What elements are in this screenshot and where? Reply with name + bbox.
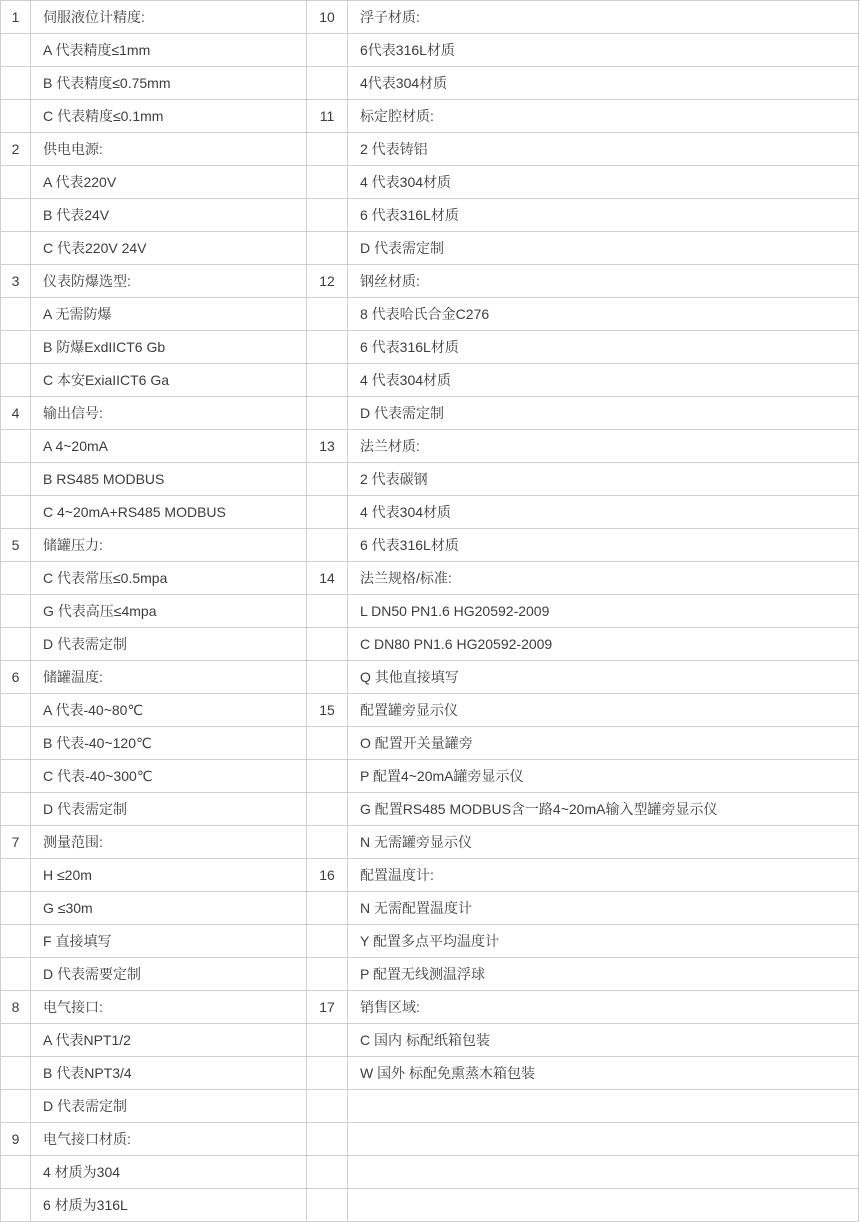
row-text-cell: 测量范围:	[31, 826, 307, 859]
row-number-cell	[307, 133, 348, 166]
row-text-cell: D 代表需定制	[348, 397, 859, 430]
row-number-cell	[1, 298, 31, 331]
row-text-cell: 6 材质为316L	[31, 1189, 307, 1222]
row-number-cell: 10	[307, 1, 348, 34]
row-text-cell: B RS485 MODBUS	[31, 463, 307, 496]
row-number-cell	[307, 463, 348, 496]
row-number-cell	[307, 529, 348, 562]
row-text-cell: 4 代表304材质	[348, 166, 859, 199]
row-number-cell	[307, 298, 348, 331]
row-number-cell	[307, 67, 348, 100]
row-text-cell: B 代表NPT3/4	[31, 1057, 307, 1090]
row-text-cell	[348, 1090, 859, 1123]
row-number-cell	[1, 562, 31, 595]
row-number-cell	[307, 892, 348, 925]
row-text-cell: C 代表精度≤0.1mm	[31, 100, 307, 133]
row-text-cell: A 代表精度≤1mm	[31, 34, 307, 67]
row-number-cell	[307, 166, 348, 199]
row-text-cell: H ≤20m	[31, 859, 307, 892]
row-text-cell: 仪表防爆选型:	[31, 265, 307, 298]
row-text-cell: C 代表-40~300℃	[31, 760, 307, 793]
row-number-cell	[1, 1024, 31, 1057]
row-number-cell	[1, 1189, 31, 1222]
row-number-cell: 15	[307, 694, 348, 727]
row-text-cell: A 代表220V	[31, 166, 307, 199]
row-number-cell	[307, 331, 348, 364]
row-number-cell	[1, 694, 31, 727]
row-number-cell: 12	[307, 265, 348, 298]
row-number-cell	[307, 826, 348, 859]
row-text-cell: A 代表NPT1/2	[31, 1024, 307, 1057]
row-text-cell: 法兰材质:	[348, 430, 859, 463]
row-text-cell: 供电电源:	[31, 133, 307, 166]
row-text-cell	[348, 1123, 859, 1156]
row-number-cell	[1, 199, 31, 232]
row-text-cell: 6 代表316L材质	[348, 529, 859, 562]
row-text-cell: L DN50 PN1.6 HG20592-2009	[348, 595, 859, 628]
row-text-cell: 储罐温度:	[31, 661, 307, 694]
row-number-cell	[1, 628, 31, 661]
row-text-cell: 6代表316L材质	[348, 34, 859, 67]
row-number-cell	[1, 232, 31, 265]
row-text-cell: D 代表需定制	[31, 628, 307, 661]
row-number-cell	[1, 925, 31, 958]
row-text-cell: 伺服液位计精度:	[31, 1, 307, 34]
row-text-cell: 标定腔材质:	[348, 100, 859, 133]
row-text-cell: C 代表220V 24V	[31, 232, 307, 265]
row-number-cell	[307, 958, 348, 991]
row-number-cell	[1, 463, 31, 496]
row-number-cell: 8	[1, 991, 31, 1024]
row-number-cell	[307, 760, 348, 793]
row-text-cell: A 无需防爆	[31, 298, 307, 331]
row-number-cell: 4	[1, 397, 31, 430]
row-number-cell	[307, 727, 348, 760]
row-number-cell	[307, 1156, 348, 1189]
row-number-cell	[1, 958, 31, 991]
row-number-cell	[1, 892, 31, 925]
row-number-cell: 5	[1, 529, 31, 562]
row-number-cell	[307, 232, 348, 265]
row-text-cell: P 配置无线测温浮球	[348, 958, 859, 991]
row-text-cell: 配置罐旁显示仪	[348, 694, 859, 727]
row-number-cell	[307, 397, 348, 430]
row-text-cell: 电气接口材质:	[31, 1123, 307, 1156]
row-number-cell	[1, 496, 31, 529]
row-text-cell: D 代表需定制	[31, 1090, 307, 1123]
row-text-cell: W 国外 标配免熏蒸木箱包装	[348, 1057, 859, 1090]
row-text-cell: 销售区域:	[348, 991, 859, 1024]
row-number-cell: 6	[1, 661, 31, 694]
row-text-cell: 钢丝材质:	[348, 265, 859, 298]
row-number-cell: 3	[1, 265, 31, 298]
row-text-cell: 4 材质为304	[31, 1156, 307, 1189]
row-text-cell: Q 其他直接填写	[348, 661, 859, 694]
row-text-cell: C 4~20mA+RS485 MODBUS	[31, 496, 307, 529]
row-number-cell	[1, 34, 31, 67]
row-text-cell: B 代表-40~120℃	[31, 727, 307, 760]
row-text-cell: D 代表需要定制	[31, 958, 307, 991]
row-text-cell: D 代表需定制	[31, 793, 307, 826]
row-text-cell: B 防爆ExdIICT6 Gb	[31, 331, 307, 364]
row-number-cell	[1, 331, 31, 364]
left-table	[1, 1, 307, 1222]
row-number-cell	[1, 859, 31, 892]
row-number-cell	[307, 496, 348, 529]
row-number-cell: 11	[307, 100, 348, 133]
row-number-cell	[307, 595, 348, 628]
row-text-cell: N 无需配置温度计	[348, 892, 859, 925]
row-text-cell	[348, 1189, 859, 1222]
row-text-cell: 8 代表哈氏合金C276	[348, 298, 859, 331]
row-number-cell	[307, 661, 348, 694]
row-text-cell: F 直接填写	[31, 925, 307, 958]
row-number-cell	[1, 595, 31, 628]
row-text-cell: G ≤30m	[31, 892, 307, 925]
row-text-cell: 4 代表304材质	[348, 364, 859, 397]
row-number-cell: 9	[1, 1123, 31, 1156]
row-text-cell: Y 配置多点平均温度计	[348, 925, 859, 958]
row-number-cell	[307, 1090, 348, 1123]
row-number-cell	[307, 199, 348, 232]
row-number-cell: 14	[307, 562, 348, 595]
row-text-cell: G 配置RS485 MODBUS含一路4~20mA输入型罐旁显示仪	[348, 793, 859, 826]
row-number-cell	[307, 1057, 348, 1090]
row-number-cell	[1, 364, 31, 397]
row-number-cell	[1, 166, 31, 199]
row-number-cell	[1, 430, 31, 463]
row-number-cell	[1, 727, 31, 760]
row-text-cell: 配置温度计:	[348, 859, 859, 892]
row-text-cell: 2 代表铸铝	[348, 133, 859, 166]
row-number-cell: 16	[307, 859, 348, 892]
row-text-cell: A 代表-40~80℃	[31, 694, 307, 727]
row-number-cell	[1, 760, 31, 793]
row-number-cell	[307, 34, 348, 67]
row-text-cell: A 4~20mA	[31, 430, 307, 463]
row-number-cell	[1, 1156, 31, 1189]
row-number-cell	[1, 793, 31, 826]
row-number-cell: 2	[1, 133, 31, 166]
row-text-cell: 法兰规格/标准:	[348, 562, 859, 595]
row-text-cell: C 国内 标配纸箱包装	[348, 1024, 859, 1057]
row-text-cell: D 代表需定制	[348, 232, 859, 265]
row-text-cell: 4代表304材质	[348, 67, 859, 100]
row-text-cell: N 无需罐旁显示仪	[348, 826, 859, 859]
row-number-cell	[307, 628, 348, 661]
row-number-cell	[307, 1024, 348, 1057]
row-text-cell: B 代表精度≤0.75mm	[31, 67, 307, 100]
row-text-cell: 浮子材质:	[348, 1, 859, 34]
row-text-cell: B 代表24V	[31, 199, 307, 232]
row-text-cell: C 代表常压≤0.5mpa	[31, 562, 307, 595]
row-number-cell	[1, 1090, 31, 1123]
row-number-cell	[1, 1057, 31, 1090]
row-number-cell	[1, 100, 31, 133]
row-text-cell: O 配置开关量罐旁	[348, 727, 859, 760]
row-text-cell: 6 代表316L材质	[348, 199, 859, 232]
row-number-cell	[307, 1189, 348, 1222]
row-number-cell	[307, 1123, 348, 1156]
row-number-cell	[307, 364, 348, 397]
row-number-cell: 13	[307, 430, 348, 463]
row-text-cell: 电气接口:	[31, 991, 307, 1024]
row-number-cell	[1, 67, 31, 100]
row-text-cell: C DN80 PN1.6 HG20592-2009	[348, 628, 859, 661]
row-text-cell	[348, 1156, 859, 1189]
row-number-cell: 17	[307, 991, 348, 1024]
row-number-cell	[307, 925, 348, 958]
row-number-cell: 1	[1, 1, 31, 34]
row-text-cell: 输出信号:	[31, 397, 307, 430]
row-text-cell: P 配置4~20mA罐旁显示仪	[348, 760, 859, 793]
row-number-cell	[307, 793, 348, 826]
right-table	[307, 1, 859, 1222]
row-text-cell: C 本安ExiaIICT6 Ga	[31, 364, 307, 397]
row-text-cell: 储罐压力:	[31, 529, 307, 562]
row-text-cell: G 代表高压≤4mpa	[31, 595, 307, 628]
row-text-cell: 4 代表304材质	[348, 496, 859, 529]
row-number-cell: 7	[1, 826, 31, 859]
row-text-cell: 6 代表316L材质	[348, 331, 859, 364]
row-text-cell: 2 代表碳钢	[348, 463, 859, 496]
